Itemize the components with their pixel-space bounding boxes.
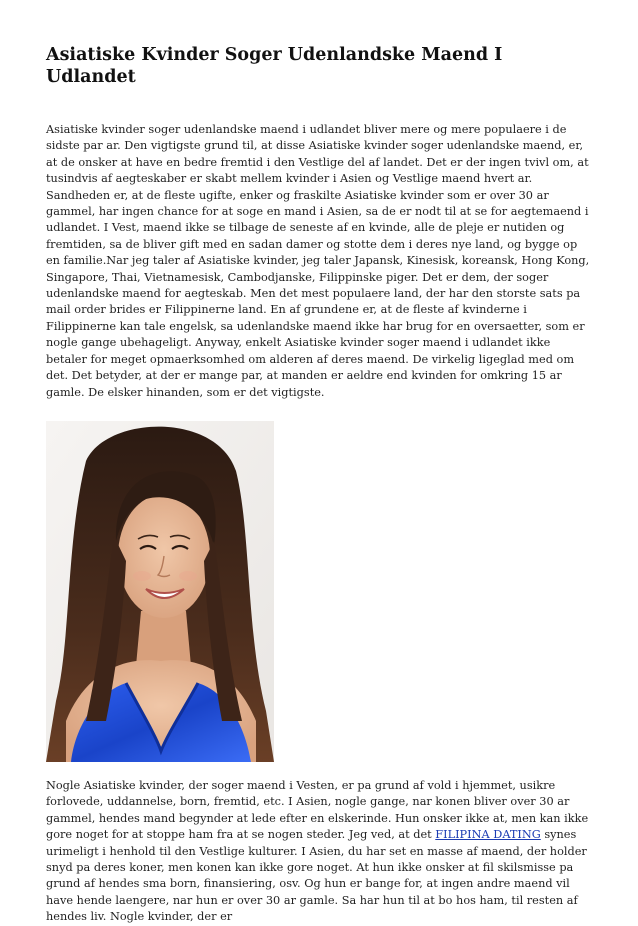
article-photo bbox=[46, 421, 274, 762]
filipina-dating-link[interactable]: FILIPINA DATING bbox=[435, 828, 541, 842]
article-title: Asiatiske Kvinder Soger Udenlandske Maend I Udlandet bbox=[46, 45, 503, 87]
paragraph-2-text-end: synes urimeligt i henhold til den Vestlige kulturer. I Asien, du har set en masse af maend, der holder snyd pa deres koner, men konen kan ikke gore noget. At hun ikke onsker at fil skilsmisse pa grund af hendes sma born, finansiering, osv. Og hun er bange for, at ingen andre maend vil have hende laengere, nar hun er over 30 ar gamle. Sa har hun til at bo hos ham, til resten af hendes liv. Nogle kvinder, der er bbox=[46, 828, 587, 924]
paragraph-2-text-start: Nogle Asiatiske kvinder, der soger maend i Vesten, er pa grund af vold i hjemmet, usikre forlovede, uddannelse, born, fremtid, etc. I Asien, nogle gange, nar konen bliver over 30 ar gammel, hendes mand begynder at lede efter en elskerinde. Hun onsker ikke at, men kan ikke gore noget for at stoppe ham fra at se nogen steder. Jeg ved, at det bbox=[46, 778, 589, 842]
woman-portrait-image bbox=[46, 421, 274, 762]
article bbox=[46, 44, 594, 926]
article-paragraph-1: Asiatiske kvinder soger udenlandske maend i udlandet bliver mere og mere populaere i de sidste par ar. Den vigtigste grund til, at disse Asiatiske kvinder soger udenlandske maend, er, at de onsker at have en bedre fremtid i den Vestlige del af landet. Det er der ingen tvivl om, at tusindvis af aegteskaber er skabt mellem kvinder i Asien og Vestlige maend hvert ar. Sandheden er, at de fleste ugifte, enker og fraskilte Asiatiske kvinder som er over 30 ar gammel, har ingen chance for at soge en mand i Asien, sa de er nodt til at se for aegtemaend i udlandet. I Vest, maend ikke se tilbage de seneste af en kvinde, alle de pleje er nutiden og fremtiden, sa de bliver gift med en sadan damer og stotte dem i deres nye land, og bygge op en familie.Nar jeg taler af Asiatiske kvinder, jeg taler Japansk, Kinesisk, koreansk, Hong Kong, Singapore, Thai, Vietnamesisk, Cambodjanske, Filippinske piger. Det er dem, der soger udenlandske maend for aegteskab. Men det mest populaere land, der har den storste sats pa mail order brides er Filippinerne land. En af grundene er, at de fleste af kvinderne i Filippinerne kan tale engelsk, sa udenlandske maend ikke har brug for en oversaetter, som er nogle gange ubehageligt. Anyway, enkelt Asiatiske kvinder soger maend i udlandet ikke betaler for meget opmaerksomhed om alderen af deres maend. De virkelig ligeglad med om det. Det betyder, at der er mange par, at manden er aeldre end kvinden for omkring 15 ar gamle. De elsker hinanden, som er det vigtigste. bbox=[46, 123, 590, 399]
article-paragraph-2 bbox=[46, 778, 594, 926]
